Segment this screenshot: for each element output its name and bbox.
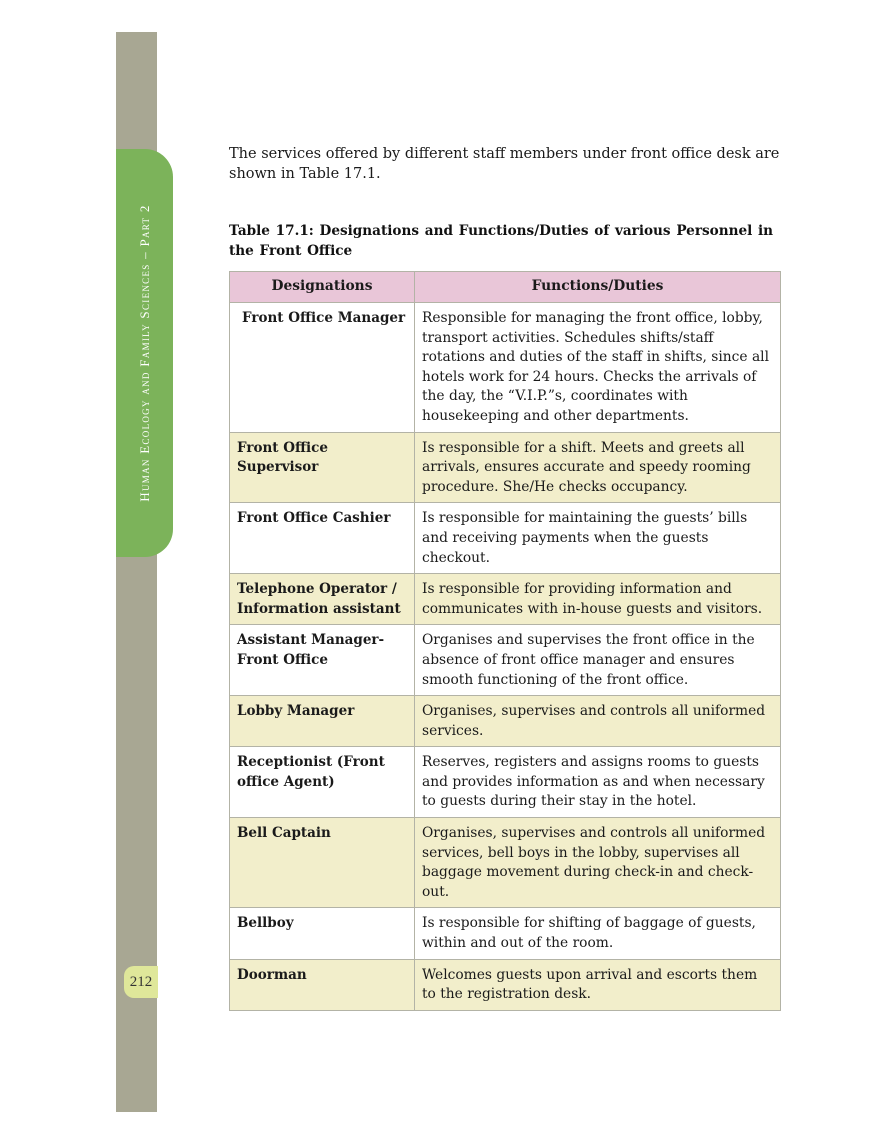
table-row: [230, 303, 781, 433]
table-row: [230, 432, 781, 503]
table-row: [230, 908, 781, 959]
duties-cell: Organises, supervises and controls all uniformed services, bell boys in the lobby, supervises all baggage movement during check-in and check-out.: [415, 818, 781, 908]
designation-cell: Front Office Supervisor: [230, 432, 415, 503]
duties-cell: Is responsible for providing information and communicates with in-house guests and visitors.: [415, 574, 781, 625]
table-header-row: [230, 272, 781, 303]
table-caption: Table 17.1: Designations and Functions/Duties of various Personnel in the Front Office: [229, 223, 774, 259]
header-functions-duties: Functions/Duties: [415, 272, 781, 303]
table-row: [230, 747, 781, 818]
table-row: [230, 574, 781, 625]
designation-cell: Front Office Cashier: [230, 503, 415, 574]
duties-cell: Is responsible for shifting of baggage of guests, within and out of the room.: [415, 908, 781, 959]
duties-cell: Organises and supervises the front office in the absence of front office manager and ensures smooth functioning of the front office.: [415, 625, 781, 696]
page-number: 212: [124, 966, 158, 998]
duties-cell: Responsible for managing the front office, lobby, transport activities. Schedules shifts/staff rotations and duties of the staff in shifts, since all hotels work for 24 hours. Checks the arrivals of the day, the “V.I.P.”s, coordinates with housekeeping and other departments.: [415, 303, 781, 433]
intro-paragraph: The services offered by different staff members under front office desk are shown in Table 17.1.: [229, 146, 780, 182]
designation-cell: Telephone Operator / Information assistant: [230, 574, 415, 625]
duties-cell: Is responsible for maintaining the guests’ bills and receiving payments when the guests checkout.: [415, 503, 781, 574]
duties-cell: Reserves, registers and assigns rooms to guests and provides information as and when necessary to guests during their stay in the hotel.: [415, 747, 781, 818]
table-row: [230, 696, 781, 747]
designation-cell: Assistant Manager- Front Office: [230, 625, 415, 696]
duties-cell: Organises, supervises and controls all uniformed services.: [415, 696, 781, 747]
table-row: [230, 625, 781, 696]
table-row: [230, 503, 781, 574]
designation-cell: Bell Captain: [230, 818, 415, 908]
designation-cell: Doorman: [230, 959, 415, 1010]
designation-cell: Lobby Manager: [230, 696, 415, 747]
header-designations: Designations: [230, 272, 415, 303]
duties-cell: Welcomes guests upon arrival and escorts them to the registration desk.: [415, 959, 781, 1010]
designation-cell: Front Office Manager: [230, 303, 415, 433]
duties-cell: Is responsible for a shift. Meets and greets all arrivals, ensures accurate and speedy rooming procedure. She/He checks occupancy.: [415, 432, 781, 503]
table-row: [230, 959, 781, 1010]
duties-table: [229, 271, 781, 1011]
designation-cell: Bellboy: [230, 908, 415, 959]
designation-cell: Receptionist (Front office Agent): [230, 747, 415, 818]
running-title: Human Ecology and Family Sciences – Part 2: [137, 204, 152, 502]
table-row: [230, 818, 781, 908]
